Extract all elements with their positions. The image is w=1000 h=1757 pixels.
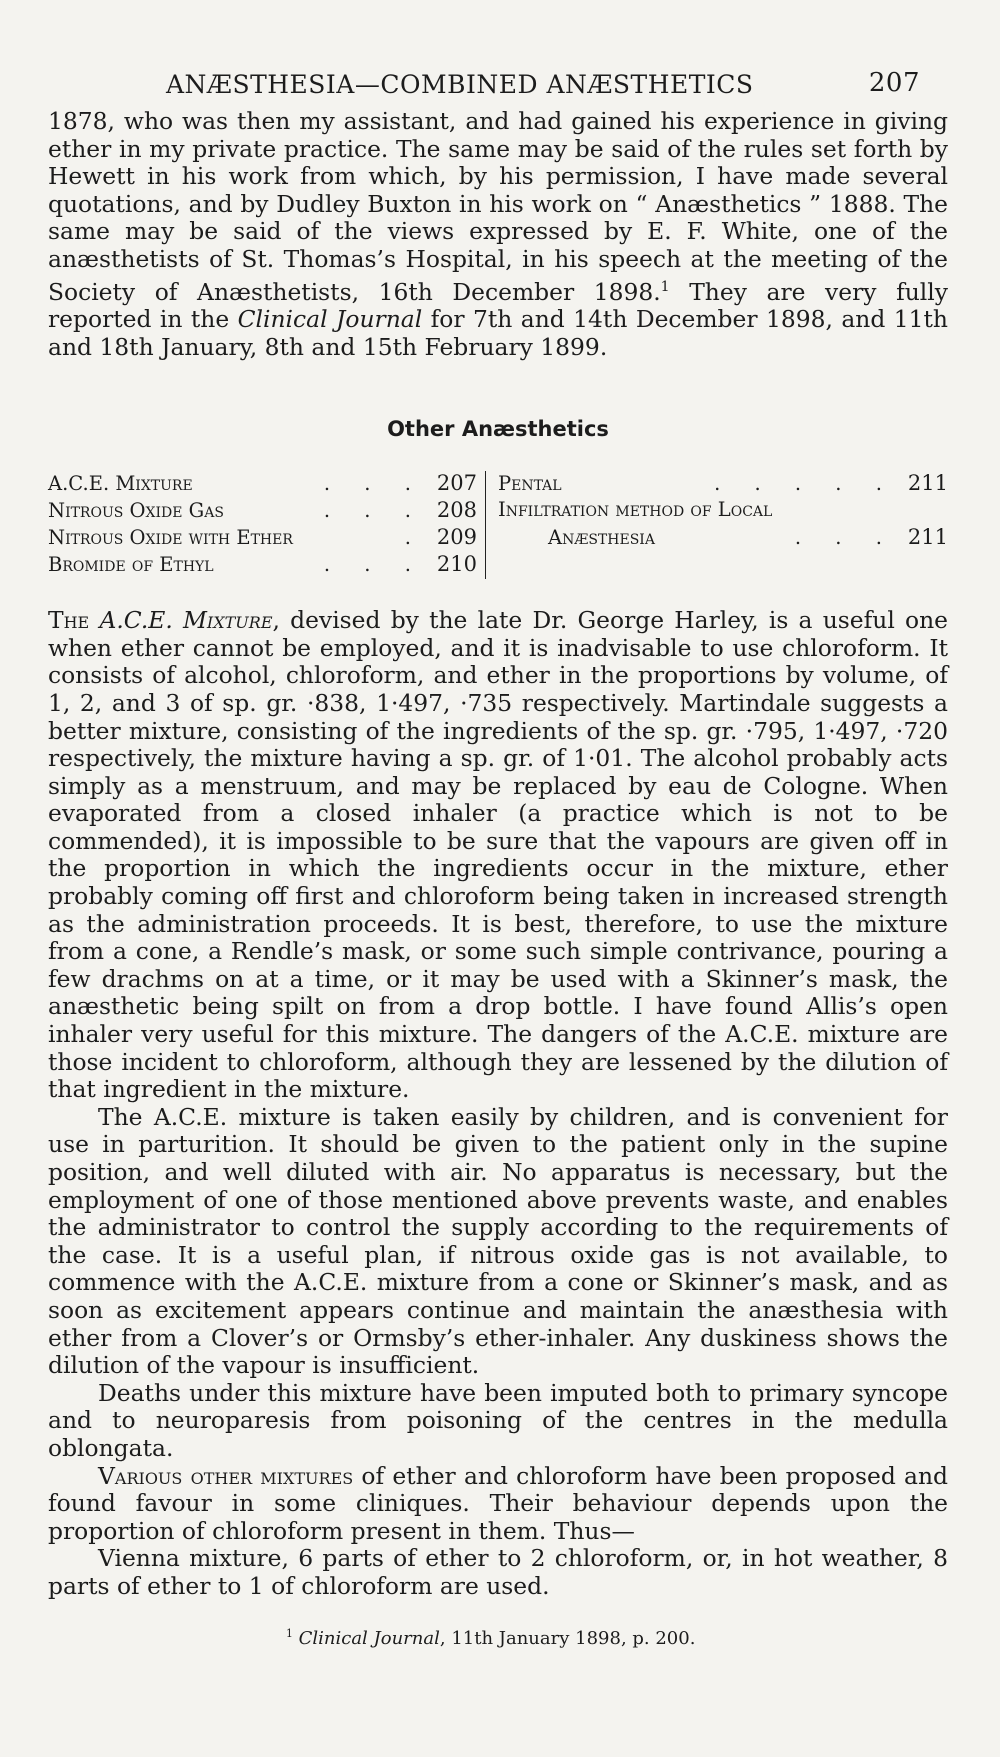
contents-entry-label-cont: Anæsthesia <box>548 526 655 550</box>
contents-entry-label: Bromide of Ethyl <box>48 553 214 577</box>
contents-entry-label: Pental <box>498 472 562 496</box>
contents-entry-continuation[interactable] <box>498 525 948 552</box>
vienna-mixture-paragraph: Vienna mixture, 6 parts of ether to 2 chloroform, or, in hot weather, 8 parts of ether to 1 of chloroform are used. <box>48 1544 948 1600</box>
section-contents-table <box>48 471 948 579</box>
intro-paragraph <box>48 108 948 361</box>
contents-entry-page: 211 <box>907 471 948 496</box>
contents-entry-page: 207 <box>436 471 477 496</box>
paragraph-text: of ether and chloroform have been proposed and found favour in some cliniques. Their behaviour depends upon the proportion of chloroform present in them. Thus— <box>48 1461 948 1545</box>
leader-dots: . . . <box>323 553 425 577</box>
leader-dots: . . . <box>323 499 425 523</box>
other-mixtures-term: Various other mixtures <box>98 1461 354 1490</box>
contents-entry-label: Nitrous Oxide Gas <box>48 499 224 523</box>
leader-dots: . . . <box>794 526 896 550</box>
intro-text-end: for 7th and 14th December 1898, and 11th and 18th January, 8th and 15th February 1899. <box>48 304 948 361</box>
contents-entry[interactable] <box>48 498 477 525</box>
ace-mixture-paragraph <box>48 607 948 1104</box>
footnote-reference[interactable]: 1 <box>660 278 670 295</box>
contents-left-column <box>48 471 486 579</box>
contents-entry[interactable] <box>498 471 948 498</box>
contents-entry[interactable] <box>498 498 948 525</box>
contents-entry[interactable] <box>48 471 477 498</box>
section-heading: Other Anæsthetics <box>387 417 609 442</box>
running-head <box>48 68 948 108</box>
journal-title: Clinical Journal <box>237 304 423 333</box>
ace-mixture-term: A.C.E. Mixture <box>99 606 273 635</box>
other-mixtures-paragraph <box>48 1463 948 1546</box>
ace-usage-paragraph: The A.C.E. mixture is taken easily by children, and is convenient for use in parturition. It should be given to the patient only in the supine position, and well diluted with air. No apparatus is necessary, but the employment of one of those mentioned above prevents waste, and enables the administrator to control the supply according to the requirements of the case. It is a useful plan, if nitrous oxide gas is not available, to commence with the A.C.E. mixture from a cone or Skinner’s mask, and as soon as excitement appears continue and maintain the anæsthesia with ether from a Clover’s or Ormsby’s ether-inhaler. Any duskiness shows the dilution of the vapour is insufficient. <box>48 1102 948 1380</box>
contents-entry-page: 210 <box>436 552 477 577</box>
contents-entry[interactable] <box>48 552 477 579</box>
contents-entry-page: 209 <box>436 525 477 550</box>
contents-entry-label: Infiltration method of Local <box>498 498 773 522</box>
running-title: ANÆSTHESIA—COMBINED ANÆSTHETICS <box>166 70 754 99</box>
contents-entry[interactable] <box>48 525 477 552</box>
contents-entry-page: 211 <box>907 525 948 550</box>
leader-dots: . . . <box>323 472 425 496</box>
page-number: 207 <box>868 68 920 98</box>
contents-entry-page: 208 <box>436 498 477 523</box>
contents-entry-label: A.C.E. Mixture <box>48 472 193 496</box>
paragraph-text: , devised by the late Dr. George Harley, is a useful one when ether cannot be employed, and it is inadvisable to use chloroform. It consists of alcohol, chloroform, and ether in the proportions by volume, of 1, 2, and 3 of sp. gr. ·838, 1·497, ·735 respectively. Martindale suggests a better mixture, consisting of the ingredients of the sp. gr. ·795, 1·497, ·720 respectively, the mixture having a sp. gr. of 1·01. The alcohol probably acts simply as a menstruum, and may be replaced by eau de Cologne. When evaporated from a closed inhaler (a practice which is not to be commended), it is impossible to be sure that the vapours are given off in the proportion in which the ingredients occur in the mixture, ether probably coming off first and chloroform being taken in increased strength as the administration proceeds. It is best, therefore, to use the mixture from a cone, a Rendle’s mask, or some such simple contrivance, pouring a few drachms on at a time, or it may be used with a Skinner’s mask, the anæsthetic being spilt on from a drop bottle. I have found Allis’s open inhaler very useful for this mixture. The dangers of the A.C.E. mixture are those incident to chloroform, although they are lessened by the dilution of that ingredient in the mixture. <box>48 606 948 1104</box>
footnote <box>286 1627 948 1649</box>
ace-deaths-paragraph: Deaths under this mixture have been imputed both to primary syncope and to neuroparesis from poisoning of the centres in the medulla oblongata. <box>48 1378 948 1462</box>
contents-entry-label: Nitrous Oxide with Ether <box>48 526 293 550</box>
lead-word: The <box>48 606 90 635</box>
footnote-journal: Clinical Journal <box>298 1627 440 1649</box>
leader-dots: . . . . . <box>714 472 896 496</box>
contents-right-column <box>486 471 948 579</box>
footnote-mark: 1 <box>286 1626 293 1640</box>
footnote-text: , 11th January 1898, p. 200. <box>439 1627 696 1649</box>
intro-text: 1878, who was then my assistant, and had gained his experience in giving ether in my private practice. The same may be said of the rules set forth by Hewett in his work from which, by his permission, I have made several quotations, and by Dudley Buxton in his work on “ Anæsthetics ” 1888. The same may be said of the views expressed by E. F. White, one of the anæsthetists of St. Thomas’s Hospital, in his speech at the meeting of the Society of Anæsthetists, 16th December 1898. <box>48 107 948 306</box>
leader-dots: . <box>404 526 425 550</box>
intro-text-continued: They are very fully reported in the <box>48 277 948 333</box>
